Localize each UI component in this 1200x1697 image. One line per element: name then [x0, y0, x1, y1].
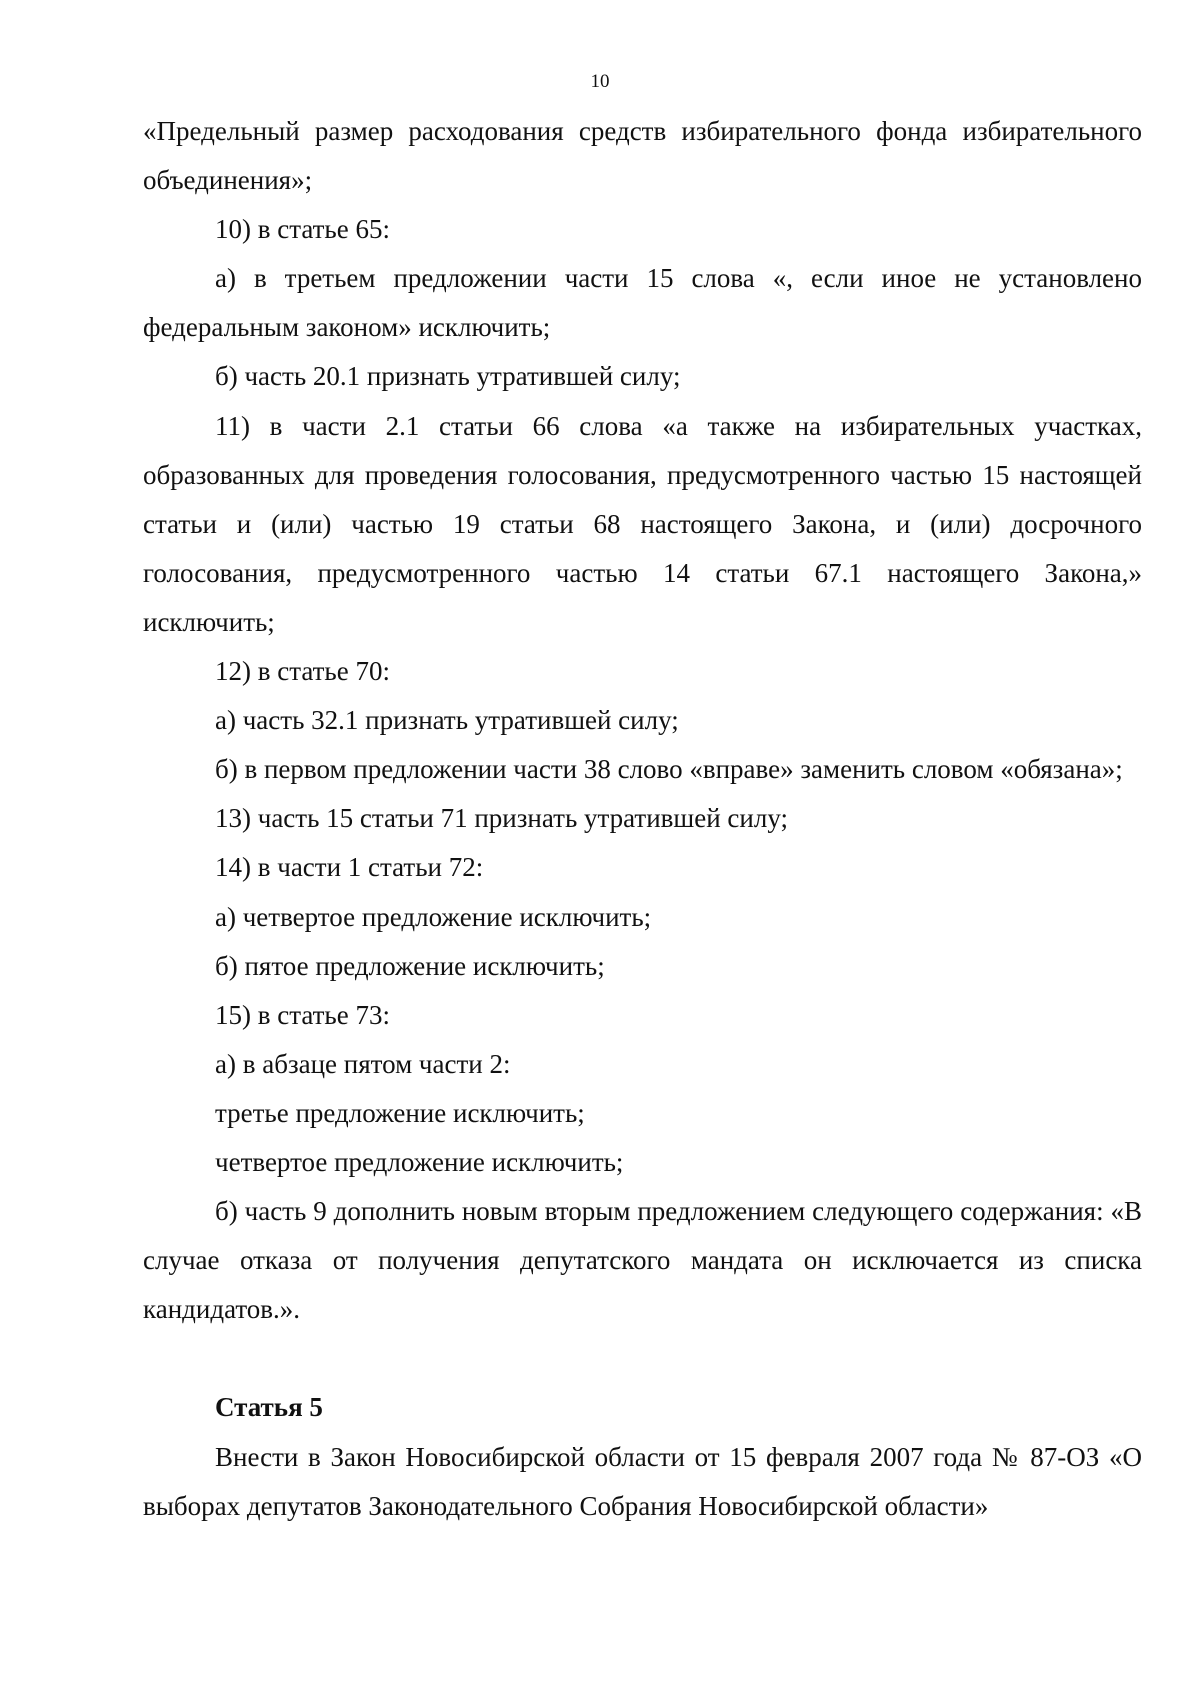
- paragraph-quote-limit: «Предельный размер расходования средств избирательного фонда избирательного объединения»;: [143, 116, 1142, 196]
- paragraph-item-10a: а) в третьем предложении части 15 слова «, если иное не установлено федеральным законом» исключить;: [143, 263, 1142, 343]
- paragraph-item-11: 11) в части 2.1 статьи 66 слова «а также на избирательных участках, образованных для проведения голосования, предусмотренного частью 15 настоящей статьи и (или) частью 19 статьи 68 настоящего Закона, и (или) досрочного голосования, предусмотренного частью 14 статьи 67.1 настоящего Закона,» исключить;: [143, 410, 1142, 637]
- section-spacer: [143, 1334, 1142, 1383]
- paragraph-item-15a-1: третье предложение исключить;: [215, 1097, 585, 1128]
- article-heading: Статья 5: [215, 1392, 323, 1423]
- paragraph-item-12: 12) в статье 70:: [215, 656, 390, 687]
- paragraph-item-15b: б) часть 9 дополнить новым вторым предложением следующего содержания: «В случае отказа от получения депутатского мандата он исключается из списка кандидатов.».: [143, 1196, 1142, 1325]
- paragraph-item-15a: а) в абзаце пятом части 2:: [215, 1048, 511, 1079]
- paragraph-item-10b: б) часть 20.1 признать утратившей силу;: [215, 361, 681, 392]
- paragraph-item-12a: а) часть 32.1 признать утратившей силу;: [215, 705, 679, 736]
- paragraph-item-14b: б) пятое предложение исключить;: [215, 950, 605, 981]
- paragraph-item-12b: б) в первом предложении части 38 слово «вправе» заменить словом «обязана»;: [215, 754, 1123, 785]
- document-body: [143, 107, 1142, 1531]
- paragraph-item-10: 10) в статье 65:: [215, 214, 390, 245]
- paragraph-item-15a-2: четвертое предложение исключить;: [215, 1146, 624, 1177]
- paragraph-item-14: 14) в части 1 статьи 72:: [215, 852, 484, 883]
- paragraph-item-13: 13) часть 15 статьи 71 признать утратившей силу;: [215, 803, 788, 834]
- article-text: Внести в Закон Новосибирской области от 15 февраля 2007 года № 87-ОЗ «О выборах депутатов Законодательного Собрания Новосибирской области»: [143, 1441, 1142, 1521]
- paragraph-item-14a: а) четвертое предложение исключить;: [215, 901, 652, 932]
- paragraph-item-15: 15) в статье 73:: [215, 999, 390, 1030]
- page-number: 10: [590, 71, 610, 92]
